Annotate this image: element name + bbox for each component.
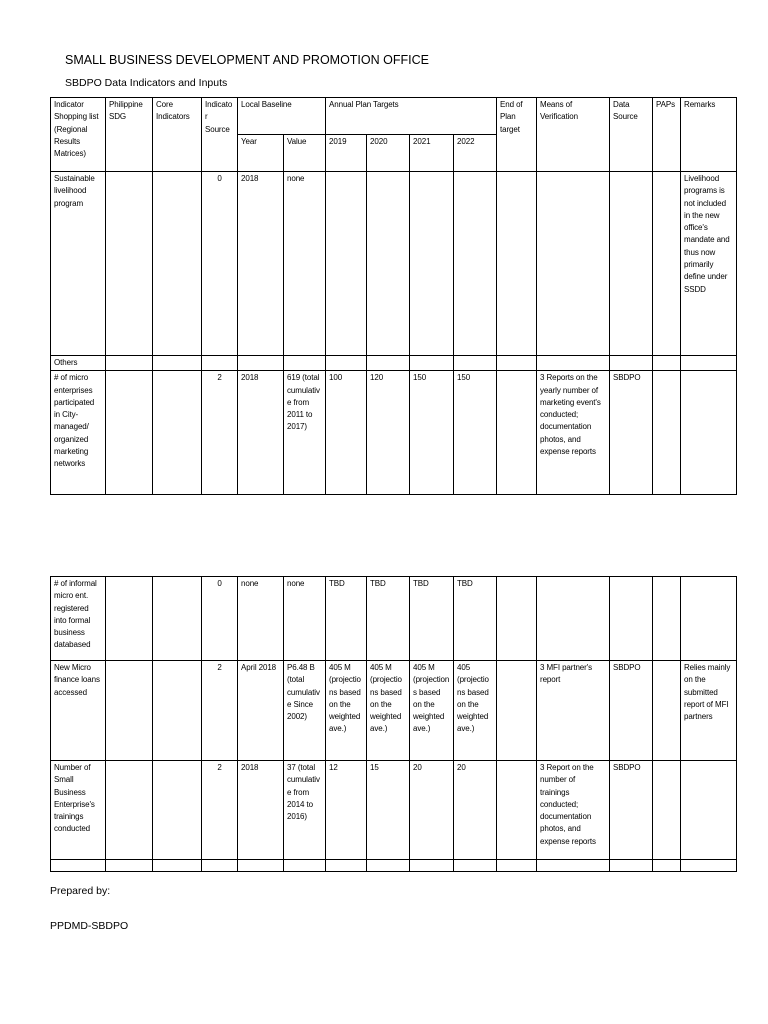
cell-paps	[653, 172, 681, 356]
cell-year: 2018	[238, 172, 284, 356]
cell-indicator: Sustainable livelihood program	[51, 172, 106, 356]
cell-year	[238, 860, 284, 872]
cell-remarks	[681, 356, 737, 371]
cell-2022	[454, 860, 497, 872]
header-2019: 2019	[326, 135, 367, 172]
header-core: Core Indicators	[153, 98, 202, 172]
cell-2021	[410, 356, 454, 371]
cell-end-target	[497, 661, 537, 761]
table-row	[51, 172, 737, 356]
cell-indicator: # of informal micro ent. registered into formal business databased	[51, 577, 106, 661]
cell-source: 2	[202, 761, 238, 860]
cell-2020: 405 M (projections based on the weighted ave.)	[367, 661, 410, 761]
header-remarks: Remarks	[681, 98, 737, 172]
cell-means	[537, 356, 610, 371]
cell-2021	[410, 172, 454, 356]
cell-data-source	[610, 356, 653, 371]
cell-2020: 120	[367, 371, 410, 495]
cell-remarks	[681, 860, 737, 872]
document-title: SMALL BUSINESS DEVELOPMENT AND PROMOTION OFFICE	[65, 53, 429, 67]
cell-year: 2018	[238, 371, 284, 495]
header-data-source: Data Source	[610, 98, 653, 172]
cell-2020	[367, 860, 410, 872]
cell-remarks	[681, 371, 737, 495]
header-paps: PAPs	[653, 98, 681, 172]
cell-2022: 405 (projections based on the weighted ave.)	[454, 661, 497, 761]
header-2021: 2021	[410, 135, 454, 172]
header-means: Means of Verification	[537, 98, 610, 172]
table-row	[51, 356, 737, 371]
cell-sdg	[106, 761, 153, 860]
cell-core	[153, 661, 202, 761]
cell-2022: 150	[454, 371, 497, 495]
header-sdg: Philippine SDG	[106, 98, 153, 172]
cell-value	[284, 356, 326, 371]
cell-sdg	[106, 172, 153, 356]
cell-value: 619 (total cumulative from 2011 to 2017)	[284, 371, 326, 495]
cell-data-source	[610, 172, 653, 356]
cell-source	[202, 356, 238, 371]
header-baseline: Local Baseline	[238, 98, 326, 135]
cell-core	[153, 356, 202, 371]
cell-2022: 20	[454, 761, 497, 860]
cell-2021: 405 M (projections based on the weighted ave.)	[410, 661, 454, 761]
table-row	[51, 860, 737, 872]
cell-remarks	[681, 577, 737, 661]
cell-2021: 150	[410, 371, 454, 495]
cell-remarks	[681, 761, 737, 860]
cell-end-target	[497, 761, 537, 860]
cell-means: 3 MFI partner's report	[537, 661, 610, 761]
header-value: Value	[284, 135, 326, 172]
document-subtitle: SBDPO Data Indicators and Inputs	[65, 77, 228, 89]
cell-sdg	[106, 356, 153, 371]
header-end-target: End of Plan target	[497, 98, 537, 172]
cell-sdg	[106, 661, 153, 761]
cell-year: April 2018	[238, 661, 284, 761]
cell-indicator	[51, 860, 106, 872]
cell-end-target	[497, 371, 537, 495]
cell-source: 0	[202, 577, 238, 661]
cell-end-target	[497, 577, 537, 661]
cell-paps	[653, 661, 681, 761]
cell-data-source: SBDPO	[610, 761, 653, 860]
cell-core	[153, 172, 202, 356]
cell-sdg	[106, 577, 153, 661]
cell-data-source	[610, 860, 653, 872]
cell-means	[537, 860, 610, 872]
header-2022: 2022	[454, 135, 497, 172]
cell-value: none	[284, 172, 326, 356]
cell-year: none	[238, 577, 284, 661]
cell-2020: 15	[367, 761, 410, 860]
cell-data-source: SBDPO	[610, 371, 653, 495]
cell-core	[153, 860, 202, 872]
cell-end-target	[497, 172, 537, 356]
cell-end-target	[497, 860, 537, 872]
header-source: Indicator Source	[202, 98, 238, 172]
cell-indicator: # of micro enterprises participated in City-managed/ organized marketing networks	[51, 371, 106, 495]
cell-value: none	[284, 577, 326, 661]
cell-paps	[653, 356, 681, 371]
indicators-table-page-bottom	[50, 576, 737, 872]
cell-paps	[653, 577, 681, 661]
cell-core	[153, 577, 202, 661]
cell-year	[238, 356, 284, 371]
cell-means	[537, 577, 610, 661]
cell-end-target	[497, 356, 537, 371]
cell-2019: 405 M (projections based on the weighted ave.)	[326, 661, 367, 761]
header-row	[51, 98, 737, 135]
cell-data-source: SBDPO	[610, 661, 653, 761]
cell-indicator: Others	[51, 356, 106, 371]
cell-value	[284, 860, 326, 872]
cell-2019: TBD	[326, 577, 367, 661]
cell-source: 2	[202, 661, 238, 761]
cell-means	[537, 172, 610, 356]
cell-source: 0	[202, 172, 238, 356]
cell-core	[153, 371, 202, 495]
cell-2022	[454, 172, 497, 356]
cell-value: P6.48 B (total cumulative Since 2002)	[284, 661, 326, 761]
cell-paps	[653, 761, 681, 860]
table-row	[51, 761, 737, 860]
cell-2022	[454, 356, 497, 371]
header-targets: Annual Plan Targets	[326, 98, 497, 135]
cell-value: 37 (total cumulative from 2014 to 2016)	[284, 761, 326, 860]
cell-2019	[326, 172, 367, 356]
cell-2021: TBD	[410, 577, 454, 661]
cell-2022: TBD	[454, 577, 497, 661]
cell-sdg	[106, 860, 153, 872]
header-year: Year	[238, 135, 284, 172]
cell-indicator: New Micro finance loans accessed	[51, 661, 106, 761]
cell-2021: 20	[410, 761, 454, 860]
cell-2020	[367, 356, 410, 371]
cell-paps	[653, 860, 681, 872]
header-2020: 2020	[367, 135, 410, 172]
cell-core	[153, 761, 202, 860]
prepared-by-label: Prepared by:	[50, 885, 111, 897]
cell-2019: 100	[326, 371, 367, 495]
cell-indicator: Number of Small Business Enterprise's trainings conducted	[51, 761, 106, 860]
table-row	[51, 371, 737, 495]
header-indicator: Indicator Shopping list (Regional Results Matrices)	[51, 98, 106, 172]
cell-means: 3 Report on the number of trainings conducted; documentation photos, and expense reports	[537, 761, 610, 860]
table-row	[51, 577, 737, 661]
cell-remarks: Relies mainly on the submitted report of MFI partners	[681, 661, 737, 761]
cell-2019	[326, 860, 367, 872]
table-row	[51, 661, 737, 761]
cell-source	[202, 860, 238, 872]
cell-source: 2	[202, 371, 238, 495]
cell-2019: 12	[326, 761, 367, 860]
cell-2019	[326, 356, 367, 371]
cell-sdg	[106, 371, 153, 495]
cell-year: 2018	[238, 761, 284, 860]
cell-paps	[653, 371, 681, 495]
cell-2021	[410, 860, 454, 872]
cell-means: 3 Reports on the yearly number of marketing event's conducted; documentation photos, and expense reports	[537, 371, 610, 495]
cell-data-source	[610, 577, 653, 661]
cell-2020: TBD	[367, 577, 410, 661]
indicators-table-page-top	[50, 97, 737, 495]
cell-2020	[367, 172, 410, 356]
prepared-by-office: PPDMD-SBDPO	[50, 920, 129, 932]
cell-remarks: Livelihood programs is not included in the new office's mandate and thus now primarily define under SSDD	[681, 172, 737, 356]
